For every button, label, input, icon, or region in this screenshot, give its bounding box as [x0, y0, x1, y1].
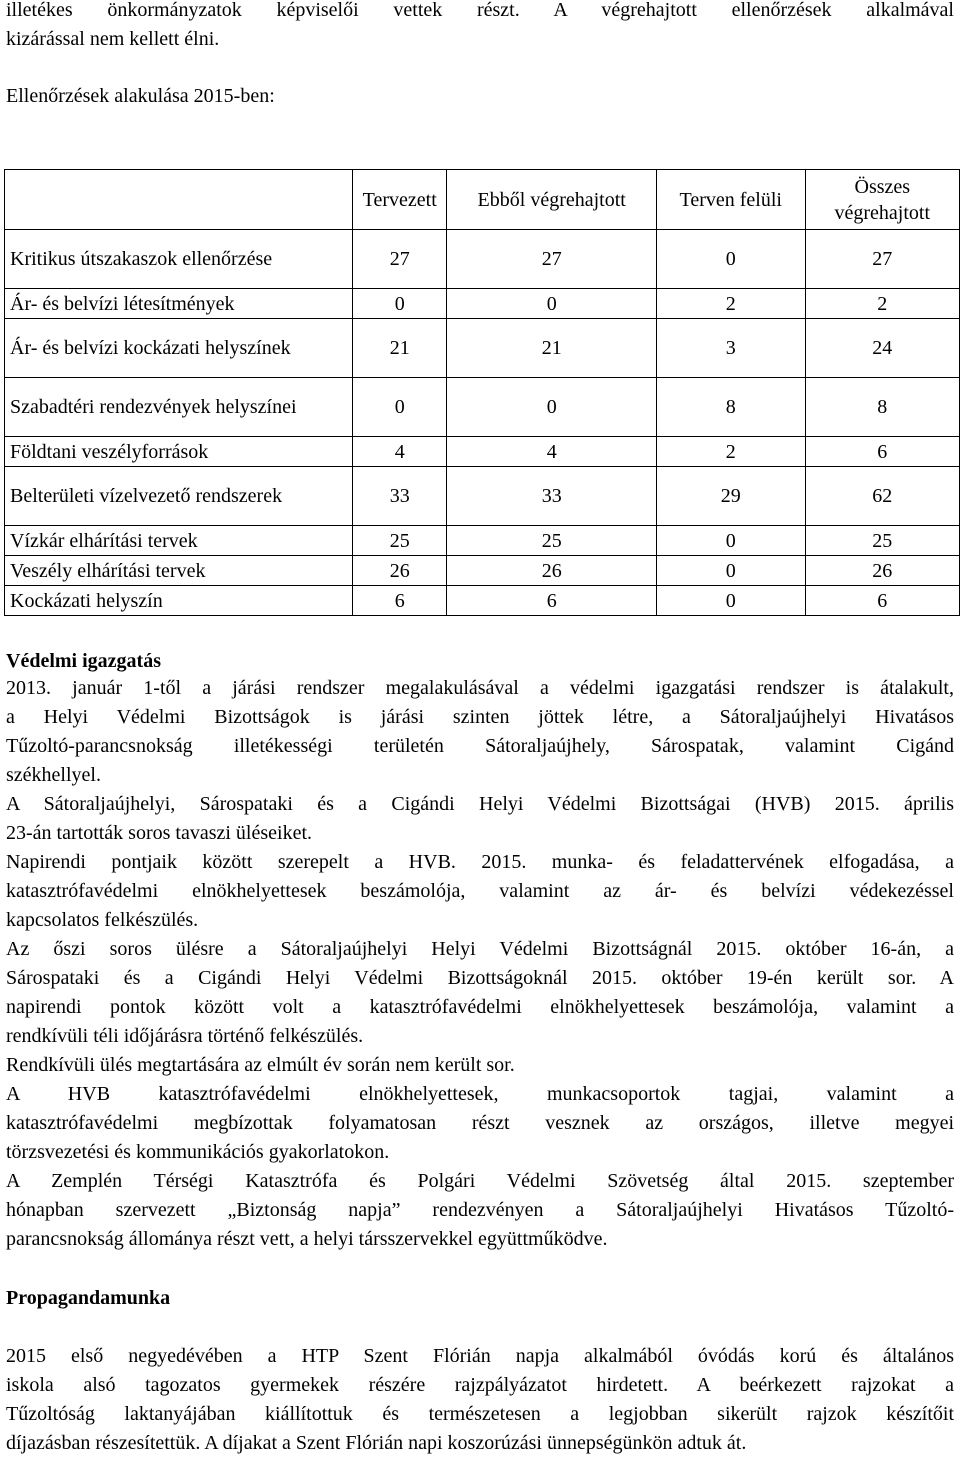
section2-line-4: díjazásban részesítettük. A díjakat a Szent Flórián napi koszorúzási ünnepségünkön adtuk át.: [6, 1432, 747, 1454]
row-label: Belterületi vízelvezető rendszerek: [5, 467, 353, 526]
table-row: [5, 289, 960, 319]
table-row: [5, 230, 960, 289]
cell-total: 25: [805, 526, 959, 556]
cell-total: 8: [805, 378, 959, 437]
cell-extra: 0: [656, 586, 805, 616]
row-label: Veszély elhárítási tervek: [5, 556, 353, 586]
cell-planned: 25: [353, 526, 447, 556]
table-row: [5, 378, 960, 437]
table-row: [5, 586, 960, 616]
cell-executed: 21: [447, 319, 657, 378]
row-label: Szabadtéri rendezvények helyszínei: [5, 378, 353, 437]
table-row: [5, 467, 960, 526]
cell-planned: 0: [353, 289, 447, 319]
section1-line-15: A HVB katasztrófavédelmi elnökhelyettesek, munkacsoportok tagjai, valamint a: [6, 1083, 954, 1105]
section1-line-3: Tűzoltó-parancsnokság illetékességi területén Sátoraljaújhely, Sárospatak, valamint Cigánd: [6, 735, 954, 757]
section1-line-10: Az őszi soros ülésre a Sátoraljaújhelyi Helyi Védelmi Bizottságnál 2015. október 16-án, a: [6, 938, 954, 960]
section1-line-2: a Helyi Védelmi Bizottságok is járási szinten jöttek létre, a Sátoraljaújhelyi Hivatásos: [6, 706, 954, 728]
cell-extra: 0: [656, 526, 805, 556]
cell-executed: 0: [447, 378, 657, 437]
section1-line-14: Rendkívüli ülés megtartására az elmúlt év során nem került sor.: [6, 1054, 515, 1076]
cell-extra: 8: [656, 378, 805, 437]
cell-planned: 27: [353, 230, 447, 289]
table-row: [5, 437, 960, 467]
section1-line-7: Napirendi pontjaik között szerepelt a HVB. 2015. munka- és feladattervének elfogadása, a: [6, 851, 954, 873]
section2-line-3: Tűzoltóság laktanyájában kiállítottuk és természetesen a legjobban sikerült rajzok készítőit: [6, 1403, 954, 1425]
cell-total: 27: [805, 230, 959, 289]
cell-extra: 2: [656, 289, 805, 319]
cell-total: 6: [805, 586, 959, 616]
section1-line-1: 2013. január 1-től a járási rendszer megalakulásával a védelmi igazgatási rendszer is átalakult,: [6, 677, 954, 699]
intro-line-1: illetékes önkormányzatok képviselői vettek részt. A végrehajtott ellenőrzések alkalmával: [6, 0, 954, 21]
section-heading-vedelmi-igazgatas: Védelmi igazgatás: [6, 650, 161, 672]
row-label: Földtani veszélyforrások: [5, 437, 353, 467]
cell-total: 26: [805, 556, 959, 586]
cell-planned: 0: [353, 378, 447, 437]
cell-planned: 26: [353, 556, 447, 586]
cell-extra: 0: [656, 556, 805, 586]
section1-line-13: rendkívüli téli időjárásra történő felkészülés.: [6, 1025, 364, 1047]
section1-line-17: törzsvezetési és kommunikációs gyakorlatokon.: [6, 1141, 390, 1163]
cell-executed: 6: [447, 586, 657, 616]
section1-line-8: katasztrófavédelmi elnökhelyettesek beszámolója, valamint az ár- és belvízi védekezéssel: [6, 880, 954, 902]
table-title: Ellenőrzések alakulása 2015-ben:: [6, 85, 275, 107]
cell-extra: 3: [656, 319, 805, 378]
table-row: [5, 526, 960, 556]
cell-planned: 4: [353, 437, 447, 467]
cell-total: 24: [805, 319, 959, 378]
header-executed: Ebből végrehajtott: [447, 170, 657, 230]
cell-extra: 2: [656, 437, 805, 467]
table-header-row: [5, 170, 960, 230]
row-label: Ár- és belvízi kockázati helyszínek: [5, 319, 353, 378]
cell-total: 2: [805, 289, 959, 319]
section2-line-1: 2015 első negyedévében a HTP Szent Flórián napja alkalmából óvódás korú és általános: [6, 1345, 954, 1367]
table-row: [5, 319, 960, 378]
cell-executed: 25: [447, 526, 657, 556]
cell-extra: 29: [656, 467, 805, 526]
cell-executed: 26: [447, 556, 657, 586]
cell-executed: 0: [447, 289, 657, 319]
section1-line-5: A Sátoraljaújhelyi, Sárospataki és a Cigándi Helyi Védelmi Bizottságai (HVB) 2015. április: [6, 793, 954, 815]
section1-line-11: Sárospataki és a Cigándi Helyi Védelmi Bizottságoknál 2015. október 19-én került sor. A: [6, 967, 954, 989]
table-row: [5, 556, 960, 586]
cell-planned: 21: [353, 319, 447, 378]
cell-executed: 33: [447, 467, 657, 526]
section1-line-16: katasztrófavédelmi megbízottak folyamatosan részt vesznek az országos, illetve megyei: [6, 1112, 954, 1134]
inspections-table: [4, 169, 960, 616]
cell-total: 62: [805, 467, 959, 526]
section1-line-12: napirendi pontok között volt a katasztrófavédelmi elnökhelyettesek beszámolója, valamint a: [6, 996, 954, 1018]
section1-line-4: székhellyel.: [6, 764, 101, 786]
row-label: Vízkár elhárítási tervek: [5, 526, 353, 556]
section1-line-9: kapcsolatos felkészülés.: [6, 909, 199, 931]
cell-extra: 0: [656, 230, 805, 289]
cell-executed: 27: [447, 230, 657, 289]
cell-executed: 4: [447, 437, 657, 467]
row-label: Kockázati helyszín: [5, 586, 353, 616]
section1-line-20: parancsnokság állománya részt vett, a helyi társszervekkel együttműködve.: [6, 1228, 608, 1250]
section1-line-18: A Zemplén Térségi Katasztrófa és Polgári Védelmi Szövetség által 2015. szeptember: [6, 1170, 954, 1192]
header-extra: Terven felüli: [656, 170, 805, 230]
header-total: Összes végrehajtott: [805, 170, 959, 230]
header-empty-cell: [5, 170, 353, 230]
section1-line-19: hónapban szervezett „Biztonság napja” rendezvényen a Sátoraljaújhelyi Hivatásos Tűzoltó-: [6, 1199, 954, 1221]
cell-total: 6: [805, 437, 959, 467]
row-label: Ár- és belvízi létesítmények: [5, 289, 353, 319]
section2-line-2: iskola alsó tagozatos gyermekek részére rajzpályázatot hirdetett. A beérkezett rajzokat a: [6, 1374, 954, 1396]
header-planned: Tervezett: [353, 170, 447, 230]
cell-planned: 33: [353, 467, 447, 526]
section-heading-propagandamunka: Propagandamunka: [6, 1287, 171, 1309]
section1-line-6: 23-án tartották soros tavaszi üléseiket.: [6, 822, 313, 844]
intro-line-2: kizárással nem kellett élni.: [6, 28, 220, 50]
row-label: Kritikus útszakaszok ellenőrzése: [5, 230, 353, 289]
cell-planned: 6: [353, 586, 447, 616]
